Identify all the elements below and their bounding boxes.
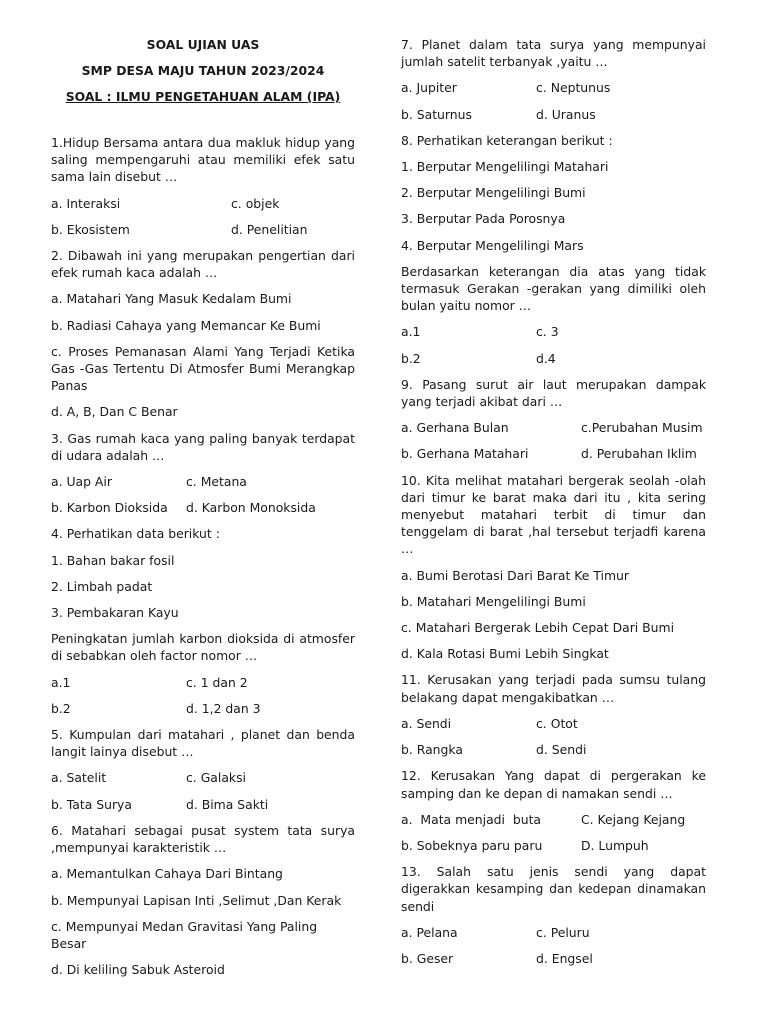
q8-item-1: 1. Berputar Mengelilingi Matahari xyxy=(401,159,609,175)
q7-option-c: c. Neptunus xyxy=(536,80,611,96)
q1-options-row1 xyxy=(51,195,355,212)
q9-option-d: d. Perubahan Iklim xyxy=(581,446,697,462)
question-4: 4. Perhatikan data berikut : xyxy=(51,526,220,542)
q7-options-row1 xyxy=(401,79,706,96)
q1-option-b: b. Ekosistem xyxy=(51,221,130,237)
question-11: 11. Kerusakan yang terjadi pada sumsu tulang belakang dapat mengakibatkan … xyxy=(401,672,706,705)
q2-option-c: c. Proses Pemanasan Alami Yang Terjadi Ketika Gas -Gas Tertentu Di Atmosfer Bumi Merangkap Panas xyxy=(51,343,355,394)
q5-options-row1 xyxy=(51,769,355,786)
q4-options-row2 xyxy=(51,700,355,717)
q13-options-row1 xyxy=(401,924,706,941)
q8-options-row1 xyxy=(401,323,706,340)
q2-option-a: a. Matahari Yang Masuk Kedalam Bumi xyxy=(51,291,292,307)
q7-option-a: a. Jupiter xyxy=(401,80,457,96)
q8-option-b: b.2 xyxy=(401,350,421,366)
question-9: 9. Pasang surut air laut merupakan dampak yang terjadi akibat dari … xyxy=(401,376,706,410)
question-7: 7. Planet dalam tata surya yang mempunyai jumlah satelit terbanyak ,yaitu … xyxy=(401,37,706,70)
q13-option-b: b. Geser xyxy=(401,950,454,966)
q4-item-3: 3. Pembakaran Kayu xyxy=(51,605,179,621)
q4-option-d: d. 1,2 dan 3 xyxy=(186,700,261,716)
q1-options-row2 xyxy=(51,221,355,238)
q8-item-2: 2. Berputar Mengelilingi Bumi xyxy=(401,185,586,201)
q2-option-b: b. Radiasi Cahaya yang Memancar Ke Bumi xyxy=(51,317,321,333)
q11-option-b: b. Rangka xyxy=(401,742,463,758)
q11-option-d: d. Sendi xyxy=(536,742,587,758)
question-5: 5. Kumpulan dari matahari , planet dan benda langit lainya disebut … xyxy=(51,727,355,760)
q5-option-d: d. Bima Sakti xyxy=(186,796,269,812)
exam-title: SOAL UJIAN UAS xyxy=(146,37,260,52)
q12-option-b: b. Sobeknya paru paru xyxy=(401,837,543,853)
question-3: 3. Gas rumah kaca yang paling banyak terdapat di udara adalah … xyxy=(51,430,355,463)
q11-options-row2 xyxy=(401,741,706,758)
right-column xyxy=(401,36,706,976)
q8-item-4: 4. Berputar Mengelilingi Mars xyxy=(401,237,584,253)
school-year: SMP DESA MAJU TAHUN 2023/2024 xyxy=(81,63,325,78)
q12-options-row2 xyxy=(401,837,706,854)
q9-option-c: c.Perubahan Musim xyxy=(581,420,703,436)
q12-options-row1 xyxy=(401,811,706,828)
q13-option-a: a. Pelana xyxy=(401,924,458,940)
q6-option-a: a. Memantulkan Cahaya Dari Bintang xyxy=(51,866,283,882)
question-2: 2. Dibawah ini yang merupakan pengertian dari efek rumah kaca adalah … xyxy=(51,248,355,281)
q13-option-d: d. Engsel xyxy=(536,950,593,966)
q9-option-b: b. Gerhana Matahari xyxy=(401,446,529,462)
question-1: 1.Hidup Bersama antara dua makluk hidup yang saling mempengaruhi atau memiliki efek satu sama lain disebut … xyxy=(51,135,355,185)
q11-options-row1 xyxy=(401,715,706,732)
q5-option-b: b. Tata Surya xyxy=(51,796,132,812)
q6-option-d: d. Di keliling Sabuk Asteroid xyxy=(51,962,225,978)
q13-option-c: c. Peluru xyxy=(536,924,590,940)
left-column xyxy=(51,36,355,987)
q8-option-c: c. 3 xyxy=(536,324,559,340)
q12-option-c: C. Kejang Kejang xyxy=(581,811,686,827)
question-13: 13. Salah satu jenis sendi yang dapat digerakkan kesamping dan kedepan dinamakan sendi xyxy=(401,864,706,914)
q8-item-3: 3. Berputar Pada Porosnya xyxy=(401,211,566,227)
q3-options-row2 xyxy=(51,499,355,516)
q1-option-a: a. Interaksi xyxy=(51,195,121,211)
q10-option-a: a. Bumi Berotasi Dari Barat Ke Timur xyxy=(401,567,629,583)
q8-option-d: d.4 xyxy=(536,350,556,366)
q7-option-d: d. Uranus xyxy=(536,106,596,122)
q13-options-row2 xyxy=(401,950,706,967)
q10-option-d: d. Kala Rotasi Bumi Lebih Singkat xyxy=(401,646,609,662)
q3-options-row1 xyxy=(51,473,355,490)
q11-option-a: a. Sendi xyxy=(401,715,452,731)
q4-item-1: 1. Bahan bakar fosil xyxy=(51,552,175,568)
question-10: 10. Kita melihat matahari bergerak seolah -olah dari timur ke barat maka dari itu , kita sering menyebut matahari terbit di timur dan tenggelam di barat ,hal tersebut terjadfi karena … xyxy=(401,472,706,557)
q10-option-c: c. Matahari Bergerak Lebih Cepat Dari Bumi xyxy=(401,620,675,636)
q6-option-b: b. Mempunyai Lapisan Inti ,Selimut ,Dan Kerak xyxy=(51,892,342,908)
subject-title: SOAL : ILMU PENGETAHUAN ALAM (IPA) xyxy=(65,89,341,104)
q6-option-c: c. Mempunyai Medan Gravitasi Yang Paling Besar xyxy=(51,918,318,951)
q1-option-c: c. objek xyxy=(231,195,280,211)
q3-option-b: b. Karbon Dioksida xyxy=(51,500,168,516)
q12-option-a: a. Mata menjadi buta xyxy=(401,811,542,827)
q7-options-row2 xyxy=(401,106,706,123)
q5-option-c: c. Galaksi xyxy=(186,770,246,786)
q12-option-d: D. Lumpuh xyxy=(581,837,649,853)
q5-options-row2 xyxy=(51,796,355,813)
q4-option-c: c. 1 dan 2 xyxy=(186,674,248,690)
q1-option-d: d. Penelitian xyxy=(231,221,308,237)
q8-question: Berdasarkan keterangan dia atas yang tidak termasuk Gerakan -gerakan yang dimiliki oleh bulan yaitu nomor … xyxy=(401,263,706,314)
q3-option-a: a. Uap Air xyxy=(51,474,112,490)
q9-option-a: a. Gerhana Bulan xyxy=(401,420,509,436)
q8-options-row2 xyxy=(401,350,706,367)
q4-item-2: 2. Limbah padat xyxy=(51,578,153,594)
q10-option-b: b. Matahari Mengelilingi Bumi xyxy=(401,593,586,609)
question-12: 12. Kerusakan Yang dapat di pergerakan ke samping dan ke depan di namakan sendi … xyxy=(401,768,706,801)
q4-options-row1 xyxy=(51,674,355,691)
q4-option-a: a.1 xyxy=(51,674,71,690)
question-8: 8. Perhatikan keterangan berikut : xyxy=(401,132,613,148)
q7-option-b: b. Saturnus xyxy=(401,106,472,122)
q4-question: Peningkatan jumlah karbon dioksida di atmosfer di sebabkan oleh factor nomor … xyxy=(51,631,355,664)
q3-option-d: d. Karbon Monoksida xyxy=(186,500,316,516)
q11-option-c: c. Otot xyxy=(536,715,578,731)
q8-option-a: a.1 xyxy=(401,324,421,340)
q4-option-b: b.2 xyxy=(51,700,71,716)
q9-options-row1 xyxy=(401,419,706,436)
q5-option-a: a. Satelit xyxy=(51,770,107,786)
q3-option-c: c. Metana xyxy=(186,474,247,490)
q2-option-d: d. A, B, Dan C Benar xyxy=(51,404,178,420)
q9-options-row2 xyxy=(401,445,706,462)
question-6: 6. Matahari sebagai pusat system tata surya ,mempunyai karakteristik … xyxy=(51,822,355,856)
